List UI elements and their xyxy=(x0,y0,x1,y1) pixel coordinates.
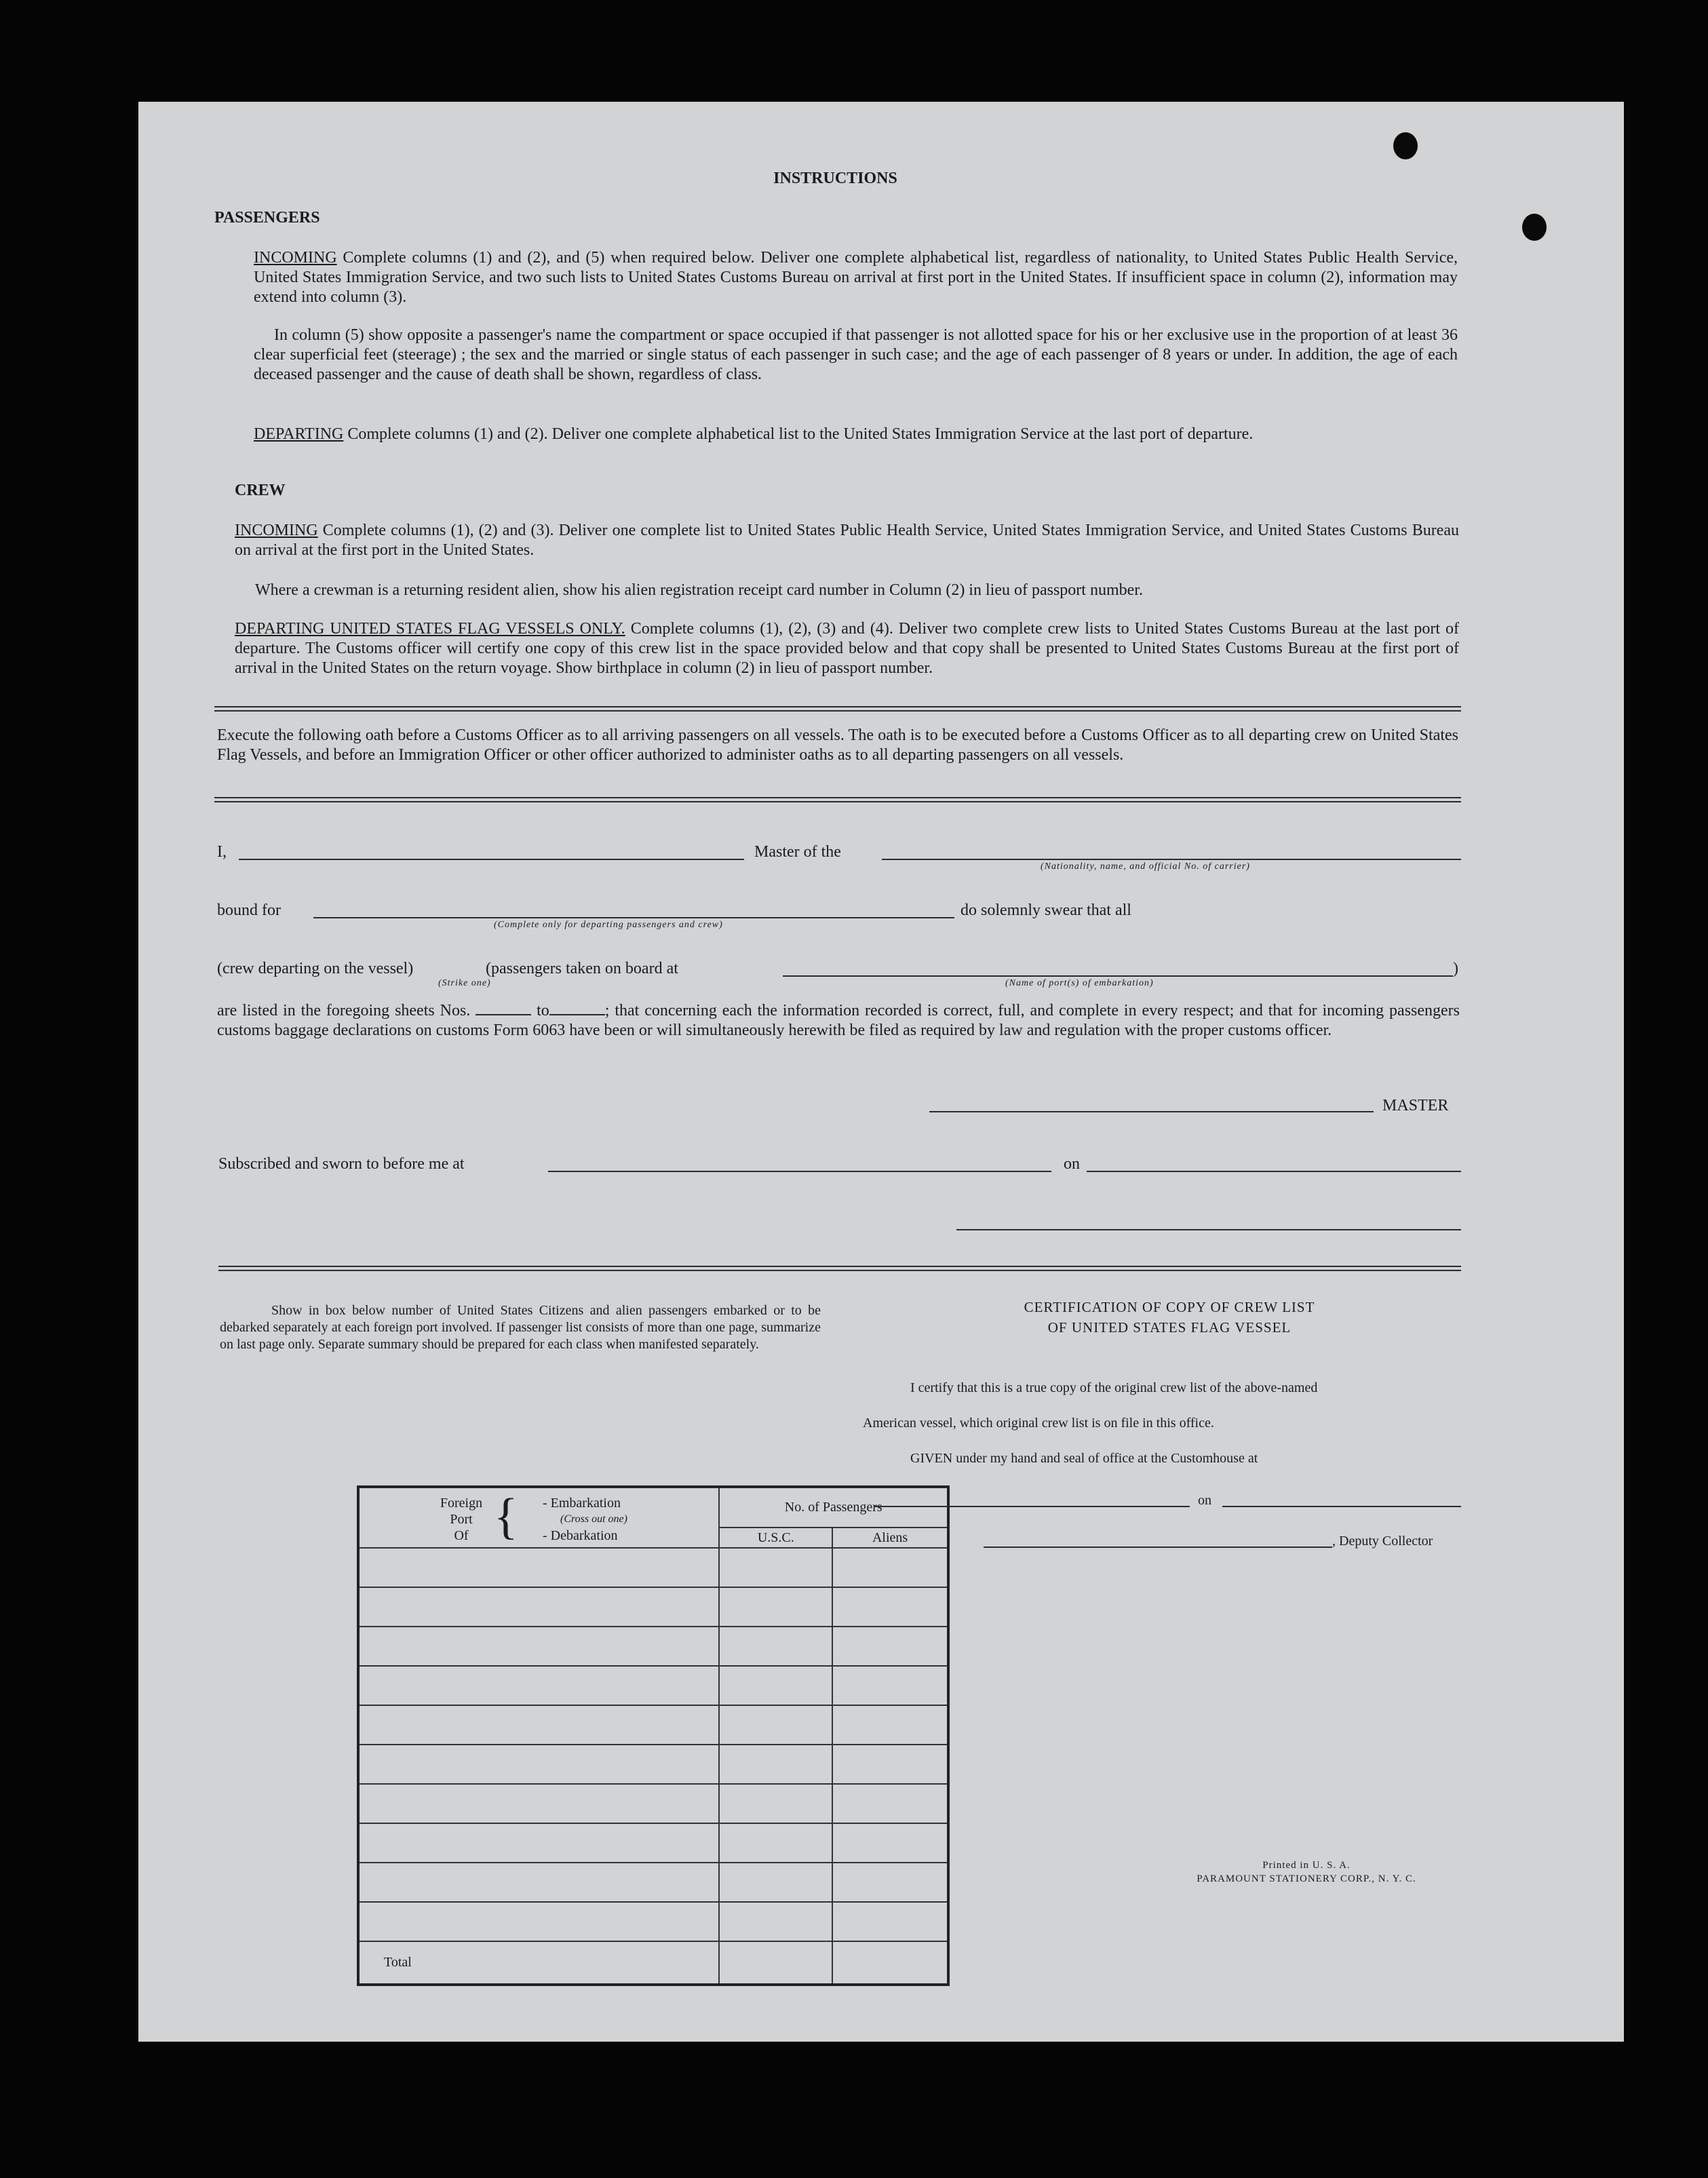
of-label: Of xyxy=(454,1528,469,1543)
total-label: Total xyxy=(358,1941,719,1985)
sworn-date-field[interactable] xyxy=(1087,1171,1461,1172)
cross-out-hint: (Cross out one) xyxy=(560,1513,627,1525)
usc-cell[interactable] xyxy=(719,1863,832,1902)
usc-cell[interactable] xyxy=(719,1587,832,1627)
embarkation-option[interactable]: - Embarkation xyxy=(543,1496,621,1511)
aliens-cell[interactable] xyxy=(832,1823,948,1863)
port-cell[interactable] xyxy=(358,1587,719,1627)
crew-departing xyxy=(235,619,1459,678)
aliens-cell[interactable] xyxy=(832,1548,948,1587)
usc-cell[interactable] xyxy=(719,1784,832,1823)
aliens-cell[interactable] xyxy=(832,1784,948,1823)
aliens-cell[interactable] xyxy=(832,1863,948,1902)
port-summary-table xyxy=(357,1485,950,1986)
summary-instructions: Show in box below number of United States Citizens and alien passengers embarked or to be debarked separately at each foreign port involved. If passenger list consists of more than one page, summarize on last page only. Separate summary should be prepared for each class when manifested separately. xyxy=(220,1303,821,1352)
customhouse-field[interactable] xyxy=(874,1506,1190,1507)
port-label: Port xyxy=(450,1512,473,1527)
crew-incoming-text: Complete columns (1), (2) and (3). Deliver one complete list to United States Public Health Service, United States Immigration Service, and United States Customs Bureau on arrival at the first port in the United States. xyxy=(235,522,1459,559)
aliens-cell[interactable] xyxy=(832,1666,948,1705)
usc-cell[interactable] xyxy=(719,1902,832,1941)
aliens-cell[interactable] xyxy=(832,1705,948,1745)
sworn-on-label: on xyxy=(1064,1155,1080,1173)
usc-cell[interactable] xyxy=(719,1548,832,1587)
listed-text-b: ; that concerning each the information recorded is correct, full, and complete in every respect; and that for incoming passengers customs baggage declarations on customs Form 6063 have been or will simultaneously herewith be filed as required by law and regulation with the proper customs officer. xyxy=(217,1002,1460,1039)
port-cell[interactable] xyxy=(358,1863,719,1902)
passengers-incoming-text: Complete columns (1) and (2), and (5) when required below. Deliver one complete alphabetical list, regardless of nationality, to United States Public Health Service, United States Immigration Service, and two such lists to United States Customs Bureau on arrival at first port in the United States. If insufficient space in column (2), information may extend into column (3). xyxy=(254,249,1458,306)
port-hint: (Name of port(s) of embarkation) xyxy=(1005,978,1154,988)
printer-imprint xyxy=(1169,1859,1443,1886)
passengers-departing-text: Complete columns (1) and (2). Deliver one complete alphabetical list to the United States Immigration Service at the last port of departure. xyxy=(347,425,1254,443)
divider xyxy=(214,706,1461,712)
port-cell[interactable] xyxy=(358,1627,719,1666)
port-cell[interactable] xyxy=(358,1902,719,1941)
page-title: INSTRUCTIONS xyxy=(773,170,897,187)
aliens-cell[interactable] xyxy=(832,1745,948,1784)
usc-header: U.S.C. xyxy=(719,1528,832,1548)
aliens-header: Aliens xyxy=(832,1528,948,1548)
total-aliens-cell[interactable] xyxy=(832,1941,948,1985)
passengers-departing xyxy=(254,425,1458,444)
oath-statement xyxy=(217,1001,1460,1041)
cert-on-label: on xyxy=(1198,1493,1211,1508)
bound-for-field[interactable] xyxy=(313,917,954,918)
aliens-cell[interactable] xyxy=(832,1627,948,1666)
foreign-label: Foreign xyxy=(440,1496,483,1511)
usc-cell[interactable] xyxy=(719,1666,832,1705)
total-usc-cell[interactable] xyxy=(719,1941,832,1985)
passengers-taken-label: (passengers taken on board at xyxy=(486,960,678,977)
divider xyxy=(214,797,1461,802)
form-sheet xyxy=(138,102,1624,2042)
carrier-hint: (Nationality, name, and official No. of carrier) xyxy=(1041,861,1250,872)
crew-incoming-label: INCOMING xyxy=(235,522,318,539)
certification-title xyxy=(885,1297,1454,1338)
port-cell[interactable] xyxy=(358,1666,719,1705)
passengers-heading: PASSENGERS xyxy=(214,209,320,227)
port-cell[interactable] xyxy=(358,1745,719,1784)
officer-signature-field[interactable] xyxy=(956,1229,1461,1230)
usc-cell[interactable] xyxy=(719,1627,832,1666)
printer-line1: Printed in U. S. A. xyxy=(1262,1860,1351,1871)
close-paren: ) xyxy=(1453,960,1458,977)
subscribed-label: Subscribed and sworn to before me at xyxy=(218,1155,465,1173)
crew-departing-label: (crew departing on the vessel) xyxy=(217,960,414,977)
swear-label: do solemnly swear that all xyxy=(960,901,1131,919)
passengers-incoming-label: INCOMING xyxy=(254,249,337,267)
punch-hole xyxy=(1393,132,1418,159)
master-label: MASTER xyxy=(1382,1097,1449,1114)
strike-hint: (Strike one) xyxy=(438,978,491,988)
passengers-incoming xyxy=(254,248,1458,307)
aliens-cell[interactable] xyxy=(832,1587,948,1627)
port-cell[interactable] xyxy=(358,1823,719,1863)
crew-departing-text: Complete columns (1), (2), (3) and (4). Deliver two complete crew lists to United States Customs Bureau at the last port of departure. The Customs officer will certify one copy of this crew list in the space provided below and that copy shall be presented to United States Customs Bureau at the first port of arrival in the United States on the return voyage. Show birthplace in column (2) in lieu of passport number. xyxy=(235,620,1459,677)
carrier-field[interactable] xyxy=(882,859,1461,860)
port-header-cell xyxy=(358,1487,719,1548)
crew-resident: Where a crewman is a returning resident alien, show his alien registration receipt card number in Column (2) in lieu of passport number. xyxy=(255,581,1143,599)
port-cell[interactable] xyxy=(358,1548,719,1587)
crew-departing-label: DEPARTING UNITED STATES FLAG VESSELS ONLY. xyxy=(235,620,625,638)
usc-cell[interactable] xyxy=(719,1705,832,1745)
listed-text-a: are listed in the foregoing sheets Nos. xyxy=(217,1002,471,1019)
crew-incoming xyxy=(235,521,1459,560)
oath-intro: Execute the following oath before a Customs Officer as to all arriving passengers on all vessels. The oath is to be executed before a Customs Officer as to all departing crew on United States Flag Vessels, and before an Immigration Officer or other officer authorized to administer oaths as to all departing passengers on all vessels. xyxy=(217,726,1458,764)
divider xyxy=(218,1266,1461,1271)
debarkation-option[interactable]: - Debarkation xyxy=(543,1528,618,1543)
crew-heading: CREW xyxy=(235,482,286,499)
listed-to-label: to xyxy=(537,1002,549,1019)
bound-hint: (Complete only for departing passengers and crew) xyxy=(494,920,723,930)
master-signature-field[interactable] xyxy=(929,1111,1374,1112)
port-cell[interactable] xyxy=(358,1705,719,1745)
deputy-collector-label: , Deputy Collector xyxy=(1332,1534,1433,1549)
passengers-column5: In column (5) show opposite a passenger's name the compartment or space occupied if that passenger is not allotted space for his or her exclusive use in the proportion of at least 36 clear superficial feet (steerage) ; the sex and the married or single status of each passenger in such case; and the age of each passenger of 8 years or under. In addition, the age of each deceased passenger and the cause of death shall be shown, regardless of class. xyxy=(254,326,1458,383)
sheet-to-field[interactable] xyxy=(549,1002,605,1015)
usc-cell[interactable] xyxy=(719,1823,832,1863)
brace-icon: { xyxy=(494,1489,518,1544)
embarkation-port-field[interactable] xyxy=(783,975,1453,977)
usc-cell[interactable] xyxy=(719,1745,832,1784)
master-of-label: Master of the xyxy=(754,843,841,861)
printer-line2: PARAMOUNT STATIONERY CORP., N. Y. C. xyxy=(1197,1873,1416,1884)
oath-i-label: I, xyxy=(217,843,227,861)
passengers-departing-label: DEPARTING xyxy=(254,425,344,443)
certify-line-a: I certify that this is a true copy of the original crew list of the above-named xyxy=(910,1380,1318,1395)
given-line: GIVEN under my hand and seal of office at the Customhouse at xyxy=(910,1451,1258,1466)
port-cell[interactable] xyxy=(358,1784,719,1823)
sheet-from-field[interactable] xyxy=(475,1002,531,1015)
certification-title-line2: OF UNITED STATES FLAG VESSEL xyxy=(1047,1319,1292,1336)
cert-date-field[interactable] xyxy=(1222,1506,1461,1507)
certification-title-line1: CERTIFICATION OF COPY OF CREW LIST xyxy=(1024,1299,1315,1315)
bound-for-label: bound for xyxy=(217,901,281,919)
master-name-field[interactable] xyxy=(239,859,744,860)
sworn-place-field[interactable] xyxy=(548,1171,1051,1172)
deputy-signature-field[interactable] xyxy=(984,1547,1332,1548)
punch-hole xyxy=(1522,214,1547,241)
no-passengers-header: No. of Passengers xyxy=(719,1487,948,1528)
certify-line-b: American vessel, which original crew list is on file in this office. xyxy=(863,1416,1214,1431)
aliens-cell[interactable] xyxy=(832,1902,948,1941)
